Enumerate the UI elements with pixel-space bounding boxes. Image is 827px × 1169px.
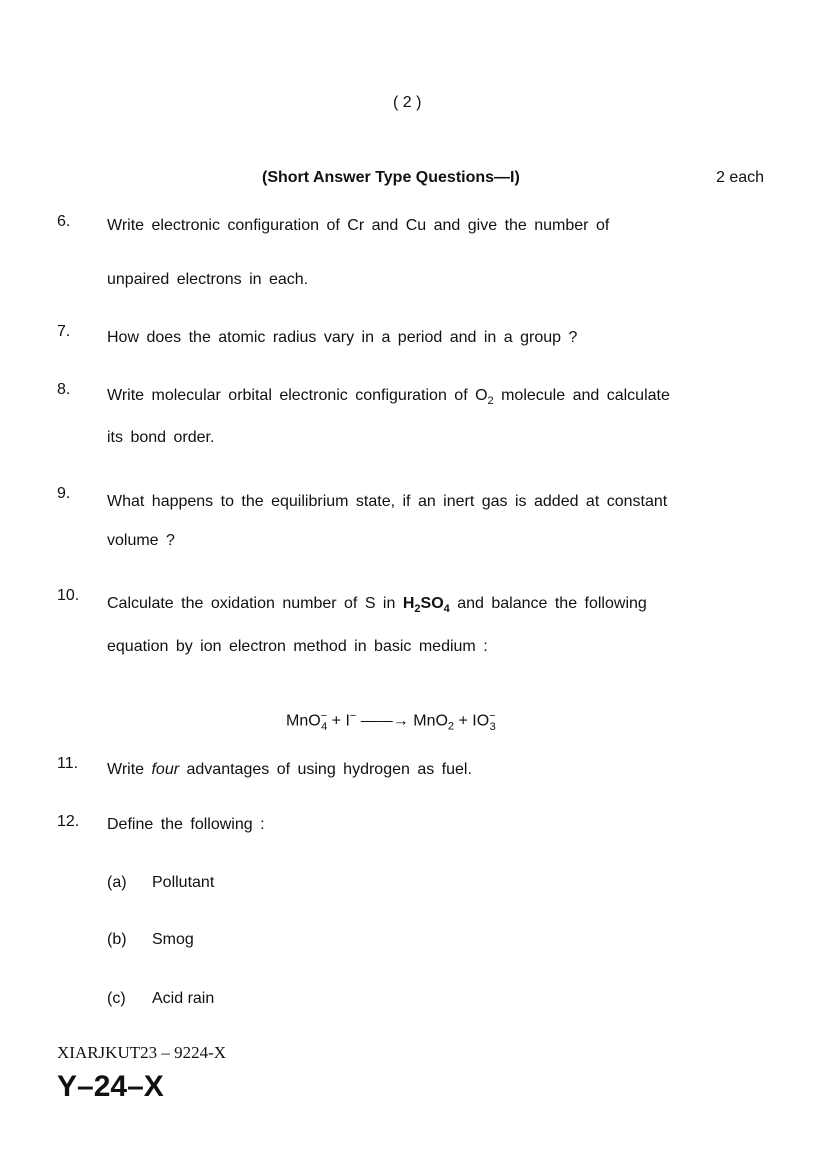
question-text: its bond order. [107,429,215,446]
eq: MnO [286,712,321,730]
eq: 3 [489,720,496,733]
question-text: equation by ion electron method in basic medium : [107,638,488,655]
subscript: 2 [414,603,421,616]
question-text [107,386,670,411]
eq: + I [327,712,350,730]
eq: − [489,710,496,722]
question-text [107,760,472,780]
eq: + IO [454,712,490,730]
eq: − [320,710,328,722]
question-number: 8. [57,381,71,398]
option-label: (c) [107,990,126,1007]
formula: H [402,595,415,612]
text: advantages of using hydrogen as fuel. [179,761,472,778]
formula: SO [420,595,444,612]
question-number: 12. [57,813,80,830]
eq: MnO [413,712,448,730]
section-marks: 2 each [716,169,765,186]
eq: 4 [321,720,328,733]
text: molecule and calculate [493,387,670,404]
question-text: What happens to the equilibrium state, if an inert gas is added at constant [107,493,668,510]
text: Write [107,761,152,778]
eq: 2 [447,720,455,733]
subscript: 2 [487,395,494,408]
question-text: How does the atomic radius vary in a period and in a group ? [107,329,578,346]
option-text: Acid rain [152,990,215,1007]
question-text [107,594,647,619]
emphasis: four [151,761,180,778]
question-text: unpaired electrons in each. [107,271,309,288]
text: Calculate the oxidation number of S in [107,595,403,612]
question-number: 6. [57,213,71,230]
question-number: 11. [57,755,79,772]
option-text: Smog [152,931,194,948]
paper-code: XIARJKUT23 – 9224-X [57,1043,227,1062]
option-label: (a) [107,874,127,891]
text: Write molecular orbital electronic configuration of O [107,387,488,404]
question-text: volume ? [107,532,175,549]
page-number: ( 2 ) [393,94,422,111]
text: and balance the following [449,595,647,612]
question-number: 9. [57,485,71,502]
option-text: Pollutant [152,874,215,891]
option-label: (b) [107,931,127,948]
subscript: 4 [443,603,450,616]
section-title: (Short Answer Type Questions—I) [262,169,520,186]
question-text: Define the following : [107,816,265,833]
question-number: 7. [57,323,71,340]
question-number: 10. [57,587,80,604]
eq: − [349,710,357,722]
question-text: Write electronic configuration of Cr and Cu and give the number of [107,217,610,234]
equation [286,706,496,737]
arrow: ——→ [356,712,414,730]
series-code: Y–24–X [57,1070,164,1103]
